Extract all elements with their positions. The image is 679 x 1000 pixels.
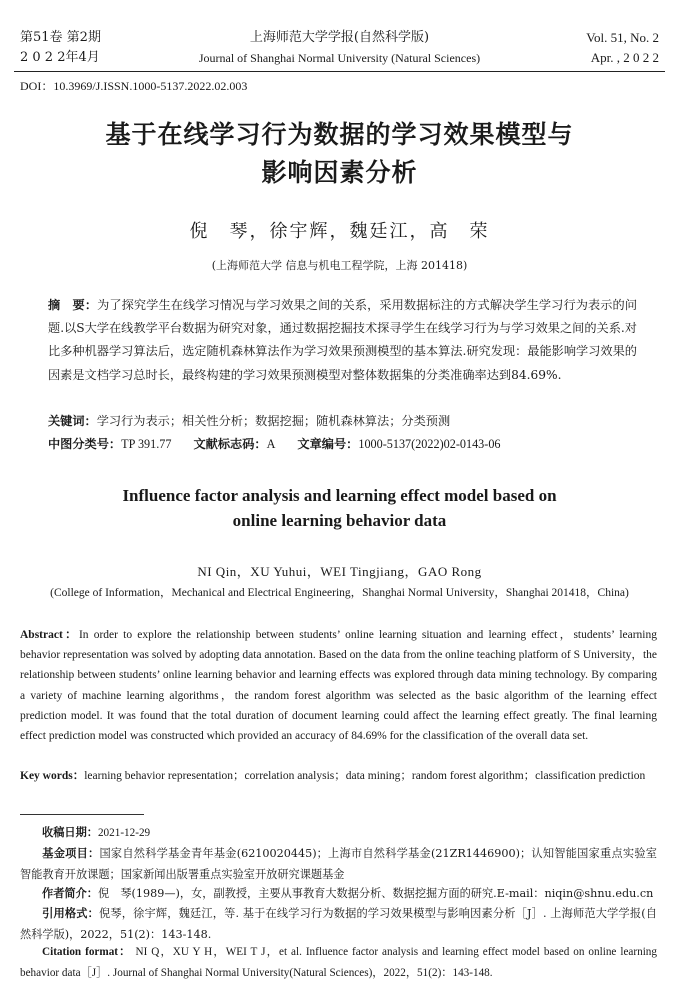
authors-en: NI Qin，XU Yuhui，WEI Tingjiang，GAO Rong bbox=[197, 564, 482, 579]
title-en-line-1: Influence factor analysis and learning effect model based on bbox=[122, 486, 557, 505]
paper-title-en bbox=[40, 483, 639, 533]
volume-issue-cn: 第51卷 第2期 bbox=[20, 30, 101, 45]
funding-label: 基金项目： bbox=[42, 847, 100, 860]
article-number-label: 文章编号： bbox=[297, 437, 359, 451]
doi: DOI：10.3969/J.ISSN.1000-5137.2022.02.003 bbox=[20, 79, 248, 93]
abstract-cn bbox=[48, 294, 637, 387]
citation-en-text: NI Q，XU Y H，WEI T J，et al. Influence factor analysis and learning effect model based on online learning behavior data［J］. Journal of Shanghai Normal University(Natural Sciences)，2022，51(2)：143-148. bbox=[20, 946, 657, 979]
abstract-cn-text: 为了探究学生在线学习情况与学习效果之间的关系，采用数据标注的方式解决学生学习行为表示的问题.以S大学在线教学平台数据为研究对象，通过数据挖掘技术探寻学生在线学习行为与学习效果之间的关系.对比多种机器学习算法后，选定随机森林算法作为学习效果预测模型的基本算法.研究发现：最能影响学习效果的因素是文档学习总时长，最终构建的学习效果预测模型对整体数据集的分类准确率达到84.69%. bbox=[48, 298, 638, 382]
funding-text: 国家自然科学基金青年基金(6210020445)；上海市自然科学基金(21ZR1446900)；认知智能国家重点实验室智能教育开放课题；国家新闻出版署重点实验室开放研究课题基金 bbox=[20, 847, 657, 881]
author-bio-label: 作者简介： bbox=[42, 887, 98, 900]
citation-en-label: Citation format： bbox=[42, 946, 132, 958]
received-label: 收稿日期： bbox=[42, 826, 98, 839]
author-bio-text: 倪 琴(1989—)，女，副教授，主要从事教育大数据分析、数据挖掘方面的研究.E-mail：niqin@shnu.edu.cn bbox=[97, 887, 654, 900]
title-en-line-2: online learning behavior data bbox=[232, 511, 447, 530]
clc-label: 中图分类号： bbox=[48, 437, 122, 451]
citation-cn-label: 引用格式： bbox=[42, 907, 100, 920]
citation-cn-text: 倪琴，徐宇辉，魏廷江，等. 基于在线学习行为数据的学习效果模型与影响因素分析［J］. 上海师范大学学报(自然科学版)，2022，51(2)：143-148. bbox=[20, 907, 657, 941]
authors-cn: 倪 琴，徐宇辉，魏廷江，高 荣 bbox=[189, 221, 490, 242]
abstract-en-text: In order to explore the relationship between students’ online learning situation and learning effect，students’ learning behavior representation was solved by adopting data annotation. Based on the data from the online teaching platform of S University，the relationship between students’ online learning behavior and learning effects was explored through data mining technology. By comparing a variety of machine learning algorithms，the random forest algorithm was selected as the basic algorithm of the learning effect prediction model. It was found that the total duration of document learning could affect the learning effect greatly. The final learning effect prediction model was constructed which provided an accuracy of 84.69% for the classification of the overall data set. bbox=[20, 629, 657, 743]
paper-title-cn bbox=[40, 116, 639, 192]
title-cn-line-1: 基于在线学习行为数据的学习效果模型与 bbox=[105, 120, 574, 149]
clc-value: TP 391.77 bbox=[121, 437, 172, 451]
affiliation-en: (College of Information，Mechanical and Electrical Engineering，Shanghai Normal University，Shanghai 201418，China) bbox=[50, 587, 629, 599]
abstract-en bbox=[20, 625, 657, 746]
header-divider bbox=[14, 71, 665, 72]
article-number-value: 1000-5137(2022)02-0143-06 bbox=[358, 437, 501, 451]
keywords-en-label: Key words： bbox=[20, 770, 85, 782]
journal-name-en: Journal of Shanghai Normal University (Natural Sciences) bbox=[198, 51, 481, 65]
keywords-en bbox=[20, 766, 657, 786]
abstract-en-label: Abstract： bbox=[20, 629, 79, 641]
footnote-citation-en bbox=[20, 942, 657, 983]
classification-line bbox=[48, 433, 659, 455]
keywords-cn-text: 学习行为表示；相关性分析；数据挖掘；随机森林算法；分类预测 bbox=[96, 414, 451, 428]
doc-code-value: A bbox=[266, 437, 276, 451]
abstract-cn-label: 摘 要： bbox=[48, 298, 98, 312]
footnote-divider bbox=[20, 814, 144, 815]
doc-code-label: 文献标志码： bbox=[193, 437, 267, 451]
title-cn-line-2: 影响因素分析 bbox=[261, 158, 418, 187]
footnote-author-bio bbox=[20, 884, 657, 905]
keywords-en-text: learning behavior representation；correlation analysis；data mining；random forest algorithm；classification prediction bbox=[84, 770, 646, 782]
affiliation-cn: (上海师范大学 信息与机电工程学院，上海 201418) bbox=[211, 259, 468, 272]
journal-name-cn: 上海师范大学学报(自然科学版) bbox=[249, 30, 430, 45]
footnote-received bbox=[20, 823, 657, 844]
volume-issue-en: Vol. 51, No. 2 bbox=[586, 30, 659, 45]
header-center bbox=[20, 28, 659, 68]
date-en: Apr. , 2 0 2 2 bbox=[590, 50, 659, 65]
footnote-citation-cn bbox=[20, 904, 657, 945]
keywords-cn-label: 关键词： bbox=[48, 414, 97, 428]
keywords-cn bbox=[48, 410, 637, 432]
date-cn: 2 0 2 2年4月 bbox=[20, 50, 100, 65]
header-right bbox=[586, 28, 659, 68]
received-date: 2021-12-29 bbox=[97, 827, 151, 839]
footnote-funding bbox=[20, 844, 657, 885]
running-header bbox=[20, 28, 659, 68]
